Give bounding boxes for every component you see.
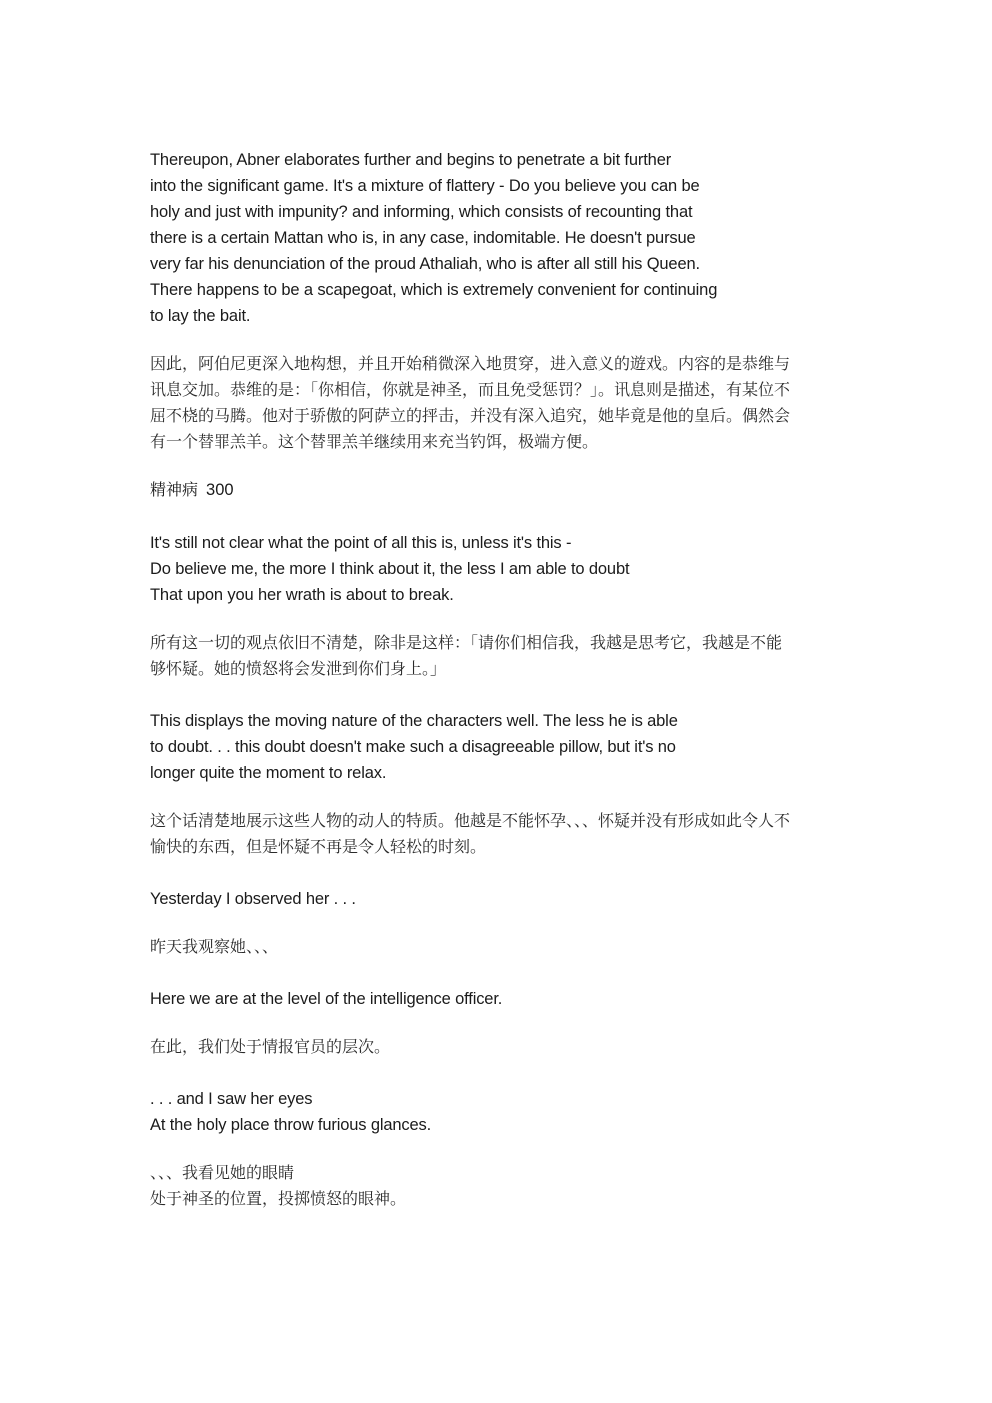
text-line: into the significant game. It's a mixture of flattery - Do you believe you can be <box>150 177 700 195</box>
text-line: very far his denunciation of the proud Athaliah, who is after all still his Queen. <box>150 255 700 273</box>
text-line: Here we are at the level of the intelligence officer. <box>150 990 503 1008</box>
text-line: to doubt. . . this doubt doesn't make such a disagreeable pillow, but it's no <box>150 738 676 756</box>
paragraph-english-1 <box>150 147 850 329</box>
paragraph-chinese-5 <box>150 1034 850 1060</box>
paragraph-chinese-4 <box>150 934 850 960</box>
document-body <box>150 147 850 1212</box>
paragraph-english-4 <box>150 886 850 912</box>
text-line: . . . and I saw her eyes <box>150 1090 313 1108</box>
text-line: That upon you her wrath is about to break. <box>150 586 454 604</box>
text-line: 处于神圣的位置，投掷愤怒的眼神。 <box>150 1189 407 1208</box>
paragraph-chinese-6 <box>150 1160 850 1212</box>
text-line: 所有这一切的观点依旧不清楚，除非是这样：「请你们相信我，我越是思考它，我越是不能 <box>150 633 783 652</box>
text-line: Do believe me, the more I think about it, the less I am able to doubt <box>150 560 630 578</box>
text-line: 在此，我们处于情报官员的层次。 <box>150 1037 391 1056</box>
text-line: 愉快的东西，但是怀疑不再是令人轻松的时刻。 <box>150 837 487 856</box>
text-line: There happens to be a scapegoat, which is extremely convenient for continuing <box>150 281 718 299</box>
text-line: 这个话清楚地展示这些人物的动人的特质。他越是不能怀孕、、、怀疑并没有形成如此令人不 <box>150 811 791 830</box>
text-line: to lay the bait. <box>150 307 251 325</box>
paragraph-english-3 <box>150 708 850 786</box>
text-line: there is a certain Mattan who is, in any case, indomitable. He doesn't pursue <box>150 229 696 247</box>
text-line: At the holy place throw furious glances. <box>150 1116 432 1134</box>
text-line: This displays the moving nature of the characters well. The less he is able <box>150 712 678 730</box>
text-line: 屈不桡的马腾。他对于骄傲的阿萨立的抨击，并没有深入追究，她毕竟是他的皇后。偶然会 <box>150 406 791 425</box>
section-heading <box>150 477 850 504</box>
text-line: 昨天我观察她、、、 <box>150 937 279 956</box>
text-line: longer quite the moment to relax. <box>150 764 387 782</box>
paragraph-chinese-1 <box>150 351 850 455</box>
text-line: It's still not clear what the point of all this is, unless it's this - <box>150 534 572 552</box>
paragraph-english-2 <box>150 530 850 608</box>
paragraph-english-6 <box>150 1086 850 1138</box>
text-line: holy and just with impunity? and informing, which consists of recounting that <box>150 203 693 221</box>
section-heading-number: 300 <box>206 481 234 499</box>
text-line: 因此，阿伯尼更深入地构想，并且开始稍微深入地贯穿，进入意义的遊戏。内容的是恭维与 <box>150 354 791 373</box>
text-line: 够怀疑。她的愤怒将会发泄到你们身上。」 <box>150 659 447 678</box>
paragraph-chinese-3 <box>150 808 850 860</box>
text-line: 有一个替罪羔羊。这个替罪羔羊继续用来充当钓饵，极端方便。 <box>150 432 599 451</box>
text-line: 讯息交加。恭维的是：「你相信，你就是神圣，而且免受惩罚？」。讯息则是描述，有某位不 <box>150 380 791 399</box>
paragraph-english-5 <box>150 986 850 1012</box>
paragraph-chinese-2 <box>150 630 850 682</box>
text-line: Thereupon, Abner elaborates further and begins to penetrate a bit further <box>150 151 672 169</box>
section-heading-label: 精神病 <box>150 480 199 499</box>
text-line: 、、、我看见她的眼睛 <box>150 1163 295 1182</box>
text-line: Yesterday I observed her . . . <box>150 890 356 908</box>
